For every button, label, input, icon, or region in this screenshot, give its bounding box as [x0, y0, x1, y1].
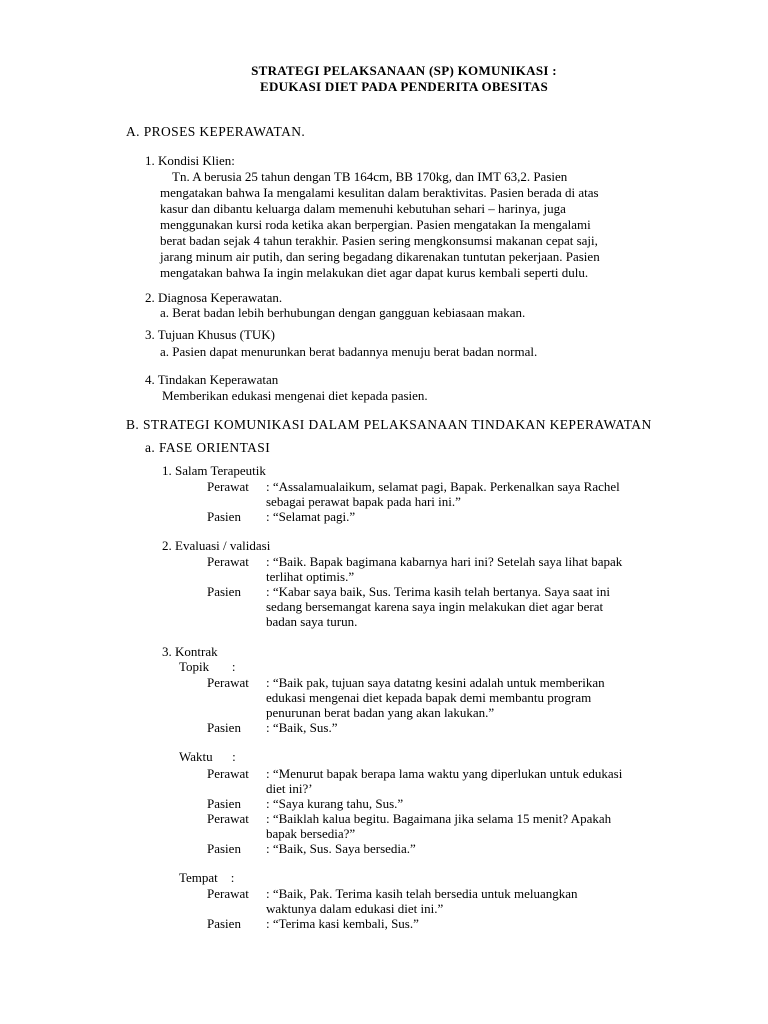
dialog-line: : “Menurut bapak berapa lama waktu yang diperlukan untuk edukasi [266, 766, 623, 781]
section-b-heading: B. STRATEGI KOMUNIKASI DALAM PELAKSANAAN TINDAKAN KEPERAWATAN [126, 417, 652, 432]
dialog-line: : “Baik. Bapak bagimana kabarnya hari ini? Setelah saya lihat bapak [266, 554, 623, 569]
diagnosa-heading: 2. Diagnosa Keperawatan. [145, 290, 283, 305]
speaker-label: Pasien [207, 796, 241, 811]
speaker-label: Pasien [207, 841, 241, 856]
kontrak-heading: 3. Kontrak [162, 644, 218, 659]
tindakan-item: Memberikan edukasi mengenai diet kepada pasien. [162, 388, 428, 403]
tujuan-item: a. Pasien dapat menurunkan berat badannya menuju berat badan normal. [160, 344, 538, 359]
dialog-line: : “Selamat pagi.” [266, 509, 356, 524]
speaker-label: Pasien [207, 509, 241, 524]
dialog-line: : “Kabar saya baik, Sus. Terima kasih telah bertanya. Saya saat ini [266, 584, 610, 599]
kondisi-line: menggunakan kursi roda ketika akan berpergian. Pasien mengatakan Ia mengalami [160, 217, 591, 232]
title-line-1: STRATEGI PELAKSANAAN (SP) KOMUNIKASI : [251, 63, 557, 78]
diagnosa-item: a. Berat badan lebih berhubungan dengan gangguan kebiasaan makan. [160, 305, 526, 320]
speaker-label: Pasien [207, 720, 241, 735]
speaker-label: Perawat [207, 766, 249, 781]
title-line-2: EDUKASI DIET PADA PENDERITA OBESITAS [260, 79, 548, 94]
dialog-line: bapak bersedia?” [266, 826, 356, 841]
kondisi-line: kasur dan dibantu keluarga dalam memenuhi kebutuhan sehari – harinya, juga [160, 201, 566, 216]
section-a-heading: A. PROSES KEPERAWATAN. [126, 124, 306, 139]
speaker-label: Perawat [207, 479, 249, 494]
dialog-line: : “Terima kasi kembali, Sus.” [266, 916, 419, 931]
dialog-line: : “Baik, Pak. Terima kasih telah bersedia untuk meluangkan [266, 886, 578, 901]
speaker-label: Perawat [207, 886, 249, 901]
salam-heading: 1. Salam Terapeutik [162, 463, 266, 478]
fase-orientasi-heading: a. FASE ORIENTASI [145, 440, 271, 455]
dialog-line: : “Baik, Sus.” [266, 720, 338, 735]
dialog-line: waktunya dalam edukasi diet ini.” [266, 901, 444, 916]
dialog-line: : “Baik, Sus. Saya bersedia.” [266, 841, 416, 856]
dialog-line: edukasi mengenai diet kepada bapak demi membantu program [266, 690, 592, 705]
dialog-line: sebagai perawat bapak pada hari ini.” [266, 494, 461, 509]
kondisi-line: mengatakan bahwa Ia ingin melakukan diet agar dapat kurus kembali seperti dulu. [160, 265, 589, 280]
dialog-line: terlihat optimis.” [266, 569, 355, 584]
dialog-line: : “Assalamualaikum, selamat pagi, Bapak. Perkenalkan saya Rachel [266, 479, 620, 494]
kondisi-heading: 1. Kondisi Klien: [145, 153, 235, 168]
dialog-line: sedang bersemangat karena saya ingin melakukan diet agar berat [266, 599, 604, 614]
topik-label: Topik : [179, 659, 236, 674]
kondisi-line: mengatakan bahwa Ia mengalami kesulitan dalam beraktivitas. Pasien berada di atas [160, 185, 599, 200]
dialog-line: : “Saya kurang tahu, Sus.” [266, 796, 404, 811]
tujuan-heading: 3. Tujuan Khusus (TUK) [145, 327, 276, 342]
speaker-label: Pasien [207, 584, 241, 599]
tempat-label: Tempat : [179, 870, 235, 885]
evaluasi-heading: 2. Evaluasi / validasi [162, 538, 271, 553]
dialog-line: diet ini?’ [266, 781, 313, 796]
speaker-label: Perawat [207, 675, 249, 690]
speaker-label: Pasien [207, 916, 241, 931]
speaker-label: Perawat [207, 554, 249, 569]
dialog-line: penurunan berat badan yang akan lakukan.” [266, 705, 495, 720]
speaker-label: Perawat [207, 811, 249, 826]
kondisi-line: berat badan sejak 4 tahun terakhir. Pasien sering mengkonsumsi makanan cepat saji, [160, 233, 598, 248]
dialog-line: : “Baik pak, tujuan saya datatng kesini adalah untuk memberikan [266, 675, 605, 690]
kondisi-line: Tn. A berusia 25 tahun dengan TB 164cm, BB 170kg, dan IMT 63,2. Pasien [172, 169, 568, 184]
dialog-line: : “Baiklah kalua begitu. Bagaimana jika selama 15 menit? Apakah [266, 811, 612, 826]
tindakan-heading: 4. Tindakan Keperawatan [145, 372, 279, 387]
kondisi-line: jarang minum air putih, dan sering begadang dikarenakan tuntutan pekerjaan. Pasien [160, 249, 600, 264]
waktu-label: Waktu : [179, 749, 236, 764]
dialog-line: badan saya turun. [266, 614, 358, 629]
